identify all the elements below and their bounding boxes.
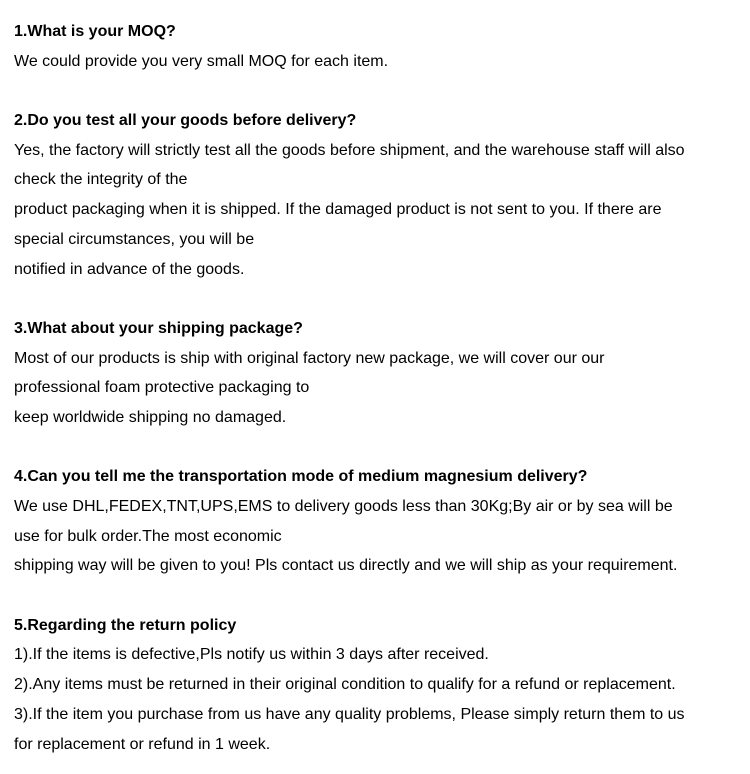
faq-answer-line: We use DHL,FEDEX,TNT,UPS,EMS to delivery goods less than 30Kg;By air or by sea will be <box>14 498 673 515</box>
spacer <box>14 76 744 106</box>
spacer <box>14 284 744 314</box>
spacer <box>14 581 744 611</box>
faq-answer-line: check the integrity of the <box>14 171 188 189</box>
faq-answer-line: product packaging when it is shipped. If the damaged product is not sent to you. If there are <box>14 201 662 219</box>
faq-answer-line: notified in advance of the goods. <box>14 260 245 278</box>
faq-answer-line: shipping way will be given to you! Pls contact us directly and we will ship as your requirement. <box>14 557 678 575</box>
spacer <box>14 433 744 463</box>
faq-answer-line: keep worldwide shipping no damaged. <box>14 408 287 426</box>
faq-question: 5.Regarding the return policy <box>14 616 237 634</box>
faq-answer-line: for replacement or refund in 1 week. <box>14 735 271 753</box>
faq-answer-line: Most of our products is ship with original factory new package, we will cover our our <box>14 349 605 367</box>
faq-document <box>14 17 744 759</box>
faq-answer-line: 1).If the items is defective,Pls notify us within 3 days after received. <box>14 646 489 664</box>
faq-answer-line: We could provide you very small MOQ for each item. <box>14 52 389 70</box>
faq-question: 1.What is your MOQ? <box>14 23 176 40</box>
faq-answer-line: 2).Any items must be returned in their original condition to qualify for a refund or replacement. <box>14 676 676 694</box>
faq-answer-line: professional foam protective packaging to <box>14 379 310 397</box>
faq-question: 4.Can you tell me the transportation mode of medium magnesium delivery? <box>14 468 588 486</box>
faq-answer-line: 3).If the item you purchase from us have any quality problems, Please simply return them to us <box>14 705 685 723</box>
faq-answer-line: special circumstances, you will be <box>14 230 255 248</box>
faq-answer-line: Yes, the factory will strictly test all the goods before shipment, and the warehouse staff will also <box>14 141 685 159</box>
faq-question: 3.What about your shipping package? <box>14 319 303 337</box>
faq-answer-line: use for bulk order.The most economic <box>14 527 282 545</box>
faq-question: 2.Do you test all your goods before delivery? <box>14 112 357 130</box>
